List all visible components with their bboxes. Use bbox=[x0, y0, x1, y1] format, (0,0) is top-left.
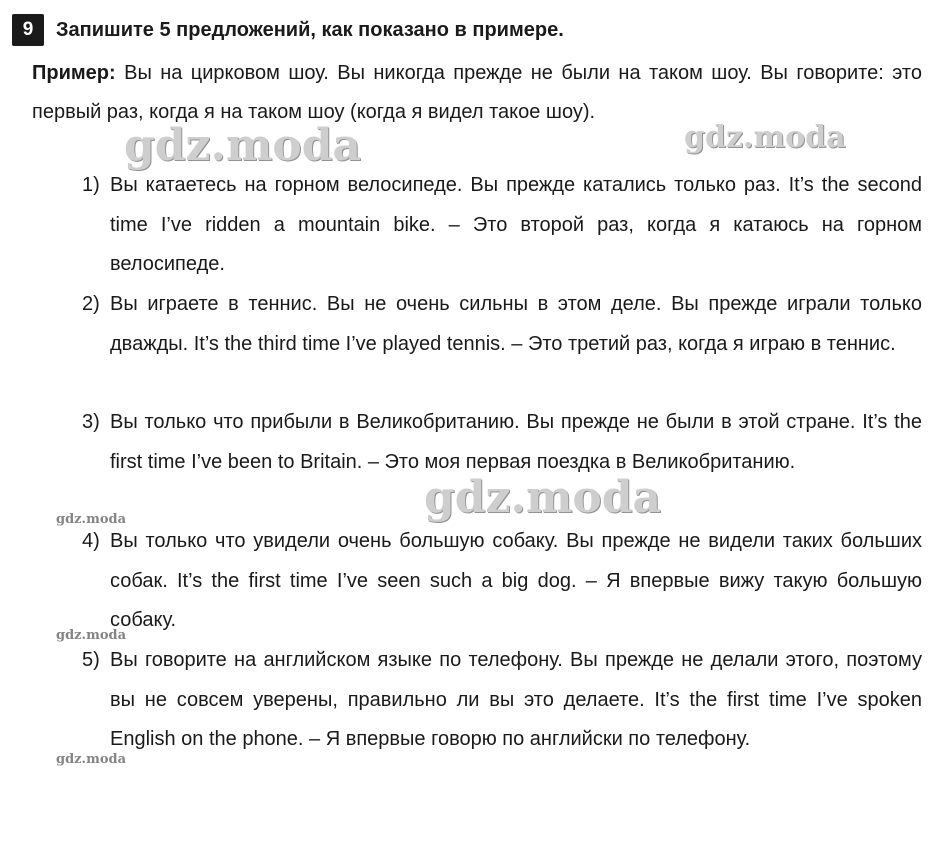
example-paragraph bbox=[32, 54, 922, 132]
task-number-badge: 9 bbox=[12, 14, 44, 46]
watermark: gdz.moda bbox=[56, 512, 127, 527]
item-number: 2) bbox=[82, 293, 100, 315]
example-text: Вы на цирковом шоу. Вы никогда прежде не были на таком шоу. Вы говорите: это первый раз, когда я на таком шоу (когда я видел такое шоу). bbox=[32, 62, 922, 123]
item-number: 3) bbox=[82, 411, 100, 433]
item-text: Вы только что прибыли в Великобританию. Вы прежде не были в этой стране. It’s the first time I’ve been to Britain. – Это моя первая поездка в Великобританию. bbox=[110, 411, 922, 473]
task-title: Запишите 5 предложений, как показано в примере. bbox=[56, 18, 564, 41]
list-item bbox=[82, 641, 922, 760]
list-item bbox=[82, 403, 922, 482]
task-header bbox=[12, 12, 564, 48]
item-text: Вы катаетесь на горном велосипеде. Вы прежде катались только раз. It’s the second time I’ve ridden a mountain bike. – Это второй раз, когда я катаюсь на горном велосипеде. bbox=[110, 174, 922, 275]
item-number: 4) bbox=[82, 530, 100, 552]
watermark: gdz.moda bbox=[56, 752, 127, 767]
watermark: gdz.moda bbox=[684, 120, 846, 155]
item-text: Вы только что увидели очень большую собаку. Вы прежде не видели таких больших собак. It’s the first time I’ve seen such a big dog. – Я впервые вижу такую большую собаку. bbox=[110, 530, 922, 631]
item-number: 5) bbox=[82, 649, 100, 671]
list-item bbox=[82, 285, 922, 364]
watermark: gdz.moda bbox=[56, 628, 127, 643]
item-text: Вы говорите на английском языке по телефону. Вы прежде не делали этого, поэтому вы не совсем уверены, правильно ли вы это делаете. It’s the first time I’ve spoken English on the phone. – Я впервые говорю по английски по телефону. bbox=[110, 649, 922, 750]
list-item bbox=[82, 166, 922, 285]
watermark: gdz.moda bbox=[424, 472, 662, 523]
item-number: 1) bbox=[82, 174, 100, 196]
watermark: gdz.moda bbox=[124, 120, 362, 171]
list-item bbox=[82, 522, 922, 641]
example-label: Пример: bbox=[32, 62, 116, 84]
item-text: Вы играете в теннис. Вы не очень сильны в этом деле. Вы прежде играли только дважды. It’s the third time I’ve played tennis. – Это третий раз, когда я играю в теннис. bbox=[110, 293, 922, 355]
